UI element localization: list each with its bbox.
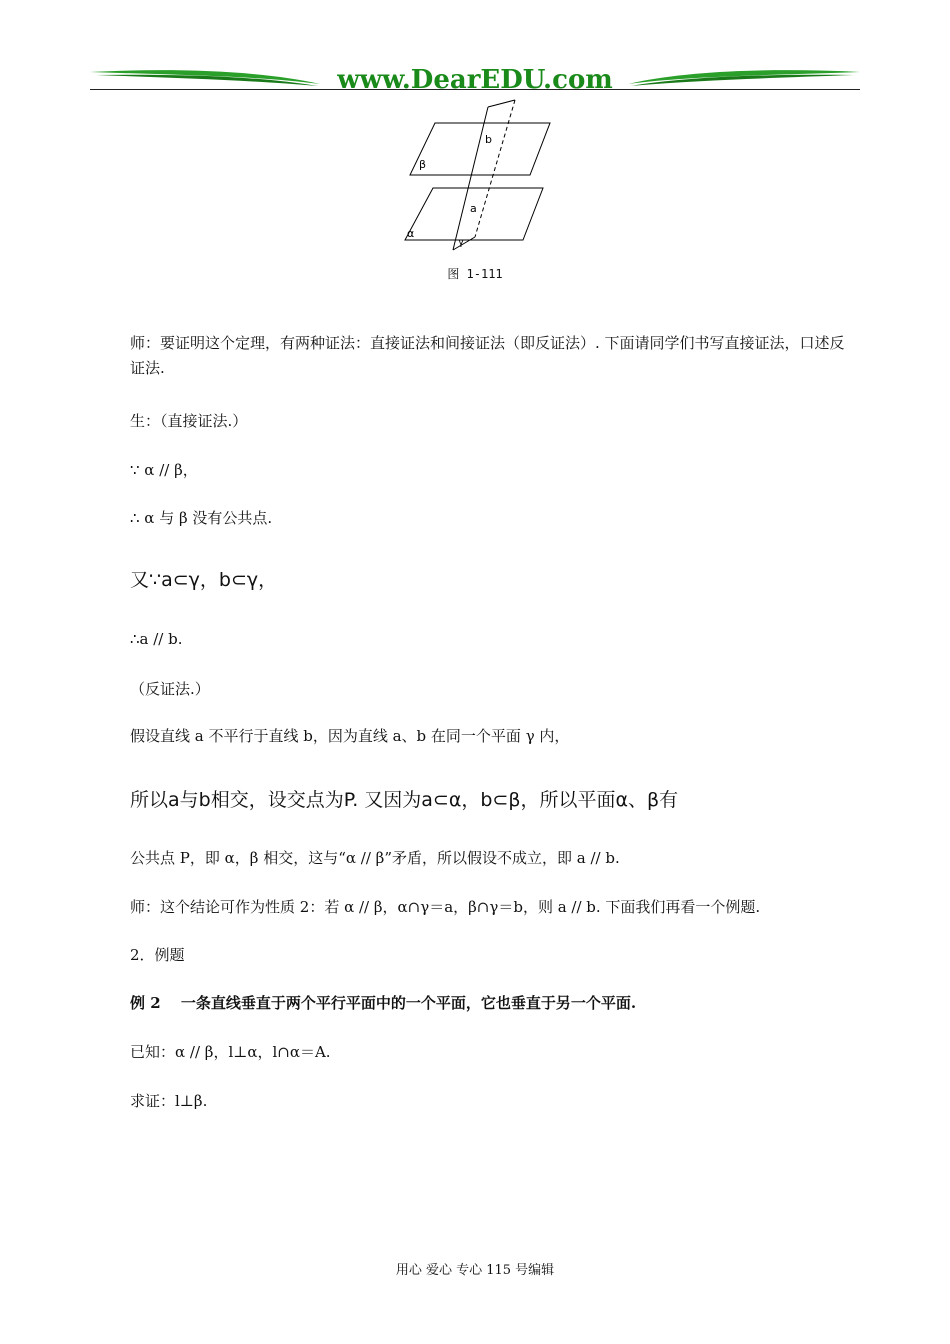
paragraph-11: 师：这个结论可作为性质 2：若 α // β，α∩γ＝a，β∩γ＝b，则 a // b. 下面我们再看一个例题. <box>130 898 761 916</box>
paragraph-3: ∵ α // β， <box>130 461 198 479</box>
paragraph-1: 师：要证明这个定理，有两种证法：直接证法和间接证法（即反证法）. 下面请同学们书写直接证法，口述反证法. <box>130 334 845 377</box>
paragraph-5: 又∵a⊂γ，b⊂γ， <box>130 569 278 591</box>
paragraph-8: 假设直线 a 不平行于直线 b，因为直线 a、b 在同一个平面 γ 内， <box>130 727 570 745</box>
given-line: 已知：α // β，l⊥α，l∩α＝A. <box>130 1043 331 1061</box>
label-gamma: γ <box>458 237 464 248</box>
figure-planes <box>395 95 565 260</box>
paragraph-6: ∴a // b. <box>130 630 183 648</box>
site-header <box>88 58 862 98</box>
paragraph-10: 公共点 P，即 α，β 相交，这与“α // β”矛盾，所以假设不成立，即 a // b. <box>130 849 620 867</box>
label-b: b <box>485 133 492 146</box>
paragraph-7: （反证法.） <box>130 680 210 698</box>
header-rule <box>90 89 860 90</box>
prove-line: 求证：l⊥β. <box>130 1092 208 1110</box>
paragraph-2: 生：（直接证法.） <box>130 412 248 430</box>
site-name: www.DearEDU.com <box>337 65 613 95</box>
section-heading: 2．例题 <box>130 946 185 964</box>
header-banner <box>88 58 862 98</box>
paragraph-9: 所以a与b相交，设交点为P. 又因为a⊂α，b⊂β，所以平面α、β有 <box>130 789 679 811</box>
label-a: a <box>470 202 477 215</box>
example-statement: 例 2 一条直线垂直于两个平行平面中的一个平面，它也垂直于另一个平面. <box>130 994 637 1012</box>
label-alpha: α <box>407 227 415 240</box>
figure-caption: 图 1-111 <box>447 267 503 281</box>
page-footer: 用心 爱心 专心 115 号编辑 <box>395 1263 555 1278</box>
plane-beta <box>410 123 550 175</box>
label-beta: β <box>419 158 427 171</box>
paragraph-4: ∴ α 与 β 没有公共点. <box>130 509 273 527</box>
